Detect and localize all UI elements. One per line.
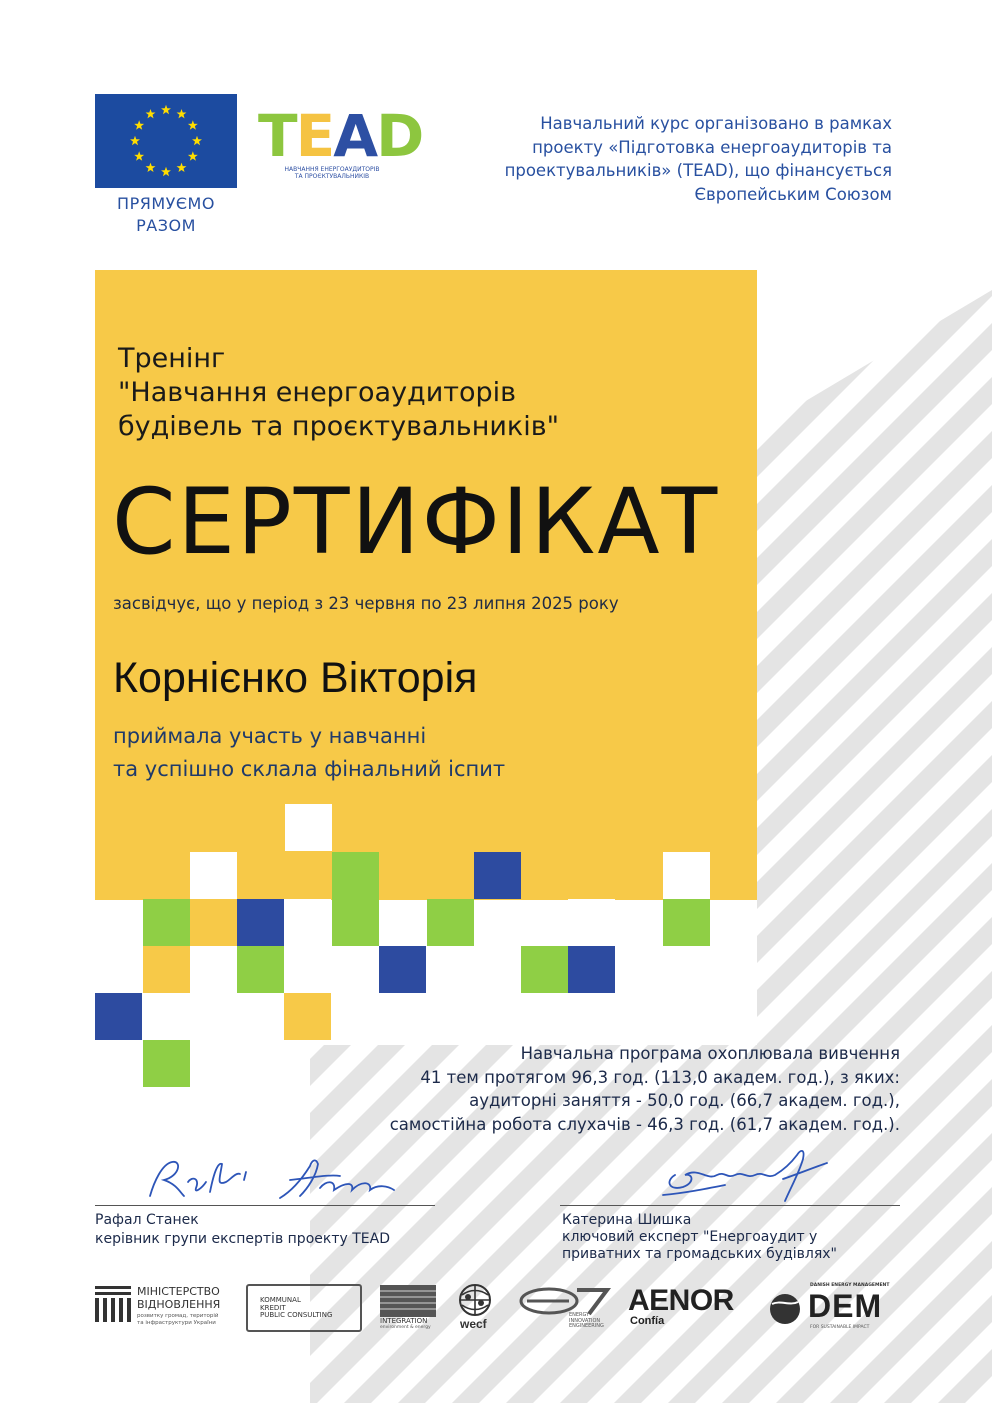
eu-star-icon — [134, 120, 144, 129]
achievement-line: та успішно склала фінальний іспит — [113, 757, 506, 781]
e7-line: ENGINEERING — [569, 1323, 604, 1329]
dem-globe-icon — [768, 1292, 802, 1326]
eu-caption-line: ПРЯМУЄМО — [117, 194, 215, 213]
tead-logo — [258, 102, 423, 184]
aenor-wordmark: AENOR — [628, 1284, 734, 1317]
eu-star-icon — [188, 151, 198, 160]
wecf-label: wecf — [460, 1317, 487, 1331]
achievement-line: приймала участь у навчанні — [113, 724, 427, 748]
signatory-name: Катерина Шишка — [562, 1212, 692, 1228]
mosaic-square — [332, 899, 379, 946]
eu-caption — [80, 193, 252, 237]
eu-star-icon — [146, 109, 156, 118]
eu-star-icon — [177, 163, 187, 172]
dem-wordmark: DEM — [808, 1288, 883, 1324]
signature-line — [560, 1205, 900, 1206]
kommunal-line: KOMMUNAL — [260, 1296, 301, 1304]
signatory-role: приватних та громадських будівлях" — [562, 1246, 837, 1262]
kommunal-line: KREDIT — [260, 1303, 286, 1312]
dem-logo — [768, 1283, 900, 1333]
mosaic-square — [143, 946, 190, 993]
mosaic-square — [379, 946, 426, 993]
mosaic-square — [474, 852, 521, 899]
eu-star-icon — [130, 136, 140, 145]
project-note-line: Європейським Союзом — [694, 184, 892, 204]
mosaic-square — [190, 899, 237, 946]
signatory-role: ключовий експерт "Енергоаудит у — [562, 1229, 818, 1245]
mosaic-square — [332, 852, 379, 899]
certificate-title: СЕРТИФІКАТ — [112, 470, 720, 575]
project-funding-note — [400, 112, 892, 206]
training-title-line: будівель та проєктувальників" — [118, 411, 560, 442]
mosaic-square — [663, 852, 710, 899]
training-label: Тренінг — [118, 343, 226, 374]
dem-tagline: FOR SUSTAINABLE IMPACT — [810, 1325, 870, 1330]
e7-emblem-icon — [519, 1286, 611, 1316]
eu-star-icon — [161, 105, 171, 114]
eu-star-icon — [188, 120, 198, 129]
eu-star-icon — [192, 136, 202, 145]
mosaic-square — [95, 993, 142, 1040]
integration-emblem-icon — [380, 1285, 436, 1317]
wecf-globe-icon — [456, 1283, 494, 1317]
dem-topline: DANISH ENERGY MANAGEMENT — [810, 1283, 890, 1288]
program-line: самостійна робота слухачів - 46,3 год. (61,7 академ. год.). — [389, 1114, 900, 1134]
mosaic-square — [284, 993, 331, 1040]
certificate-period: засвідчує, що у період з 23 червня по 23 липня 2025 року — [113, 594, 619, 613]
mosaic-square — [568, 946, 615, 993]
eu-caption-line: РАЗОМ — [136, 216, 196, 235]
eu-star-icon — [146, 163, 156, 172]
signature-line — [95, 1205, 435, 1206]
wecf-logo — [454, 1283, 498, 1333]
project-note-line: Навчальний курс організовано в рамках — [540, 114, 892, 133]
energy-innovation-logo — [519, 1283, 611, 1333]
eu-star-icon — [177, 109, 187, 118]
ministry-emblem-icon — [95, 1286, 131, 1326]
ministry-fine-line: та інфраструктури України — [137, 1319, 216, 1326]
eu-star-icon — [134, 151, 144, 160]
mosaic-square — [285, 804, 332, 851]
eu-stars-icon — [95, 94, 237, 188]
integration-logo — [378, 1283, 438, 1333]
mosaic-square — [143, 1040, 190, 1087]
eu-star-icon — [161, 167, 171, 176]
kommunal-line: PUBLIC CONSULTING — [260, 1311, 333, 1319]
signature-stanek — [140, 1152, 410, 1204]
tead-logo-subtitle — [262, 166, 402, 180]
mosaic-square — [237, 899, 284, 946]
mosaic-square — [190, 852, 237, 899]
program-line: аудиторні заняття - 50,0 год. (66,7 академ. год.), — [469, 1091, 900, 1110]
recipient-name: Корнієнко Вікторія — [113, 654, 478, 702]
signatory-name: Рафал Станек — [95, 1212, 199, 1228]
ministry-logo — [95, 1283, 235, 1333]
program-description — [300, 1042, 900, 1136]
mosaic-square — [237, 946, 284, 993]
mosaic-square — [284, 899, 331, 946]
mosaic-square — [521, 946, 568, 993]
mosaic-square — [568, 899, 615, 946]
project-note-line: проекту «Підготовка енергоаудиторів та — [532, 137, 892, 157]
program-line: 41 тем протягом 96,3 год. (113,0 академ. год.), з яких: — [420, 1067, 900, 1087]
project-note-line: проектувальників» (TEAD), що фінансується — [504, 161, 892, 180]
training-title-line: "Навчання енергоаудиторів — [118, 377, 517, 408]
kommunal-kredit-logo — [246, 1283, 362, 1333]
background-stripe — [0, 0, 46, 1403]
aenor-tagline: Confía — [630, 1315, 665, 1327]
signatory-role: керівник групи експертів проекту TEAD — [95, 1231, 390, 1247]
mosaic-square — [663, 899, 710, 946]
program-line: Навчальна програма охоплювала вивчення — [520, 1044, 900, 1063]
integration-tagline: environment & energy — [380, 1325, 431, 1330]
e7-line: INNOVATION — [569, 1317, 601, 1324]
tead-subtitle-line: НАВЧАННЯ ЕНЕРГОАУДИТОРІВ — [284, 166, 380, 173]
eu-flag-logo — [95, 94, 237, 188]
e7-line: ENERGY — [569, 1312, 590, 1318]
mosaic-square — [427, 899, 474, 946]
ministry-fine-line: розвитку громад, територій — [137, 1313, 219, 1319]
aenor-logo — [628, 1283, 754, 1333]
integration-name: INTEGRATION — [380, 1317, 428, 1325]
tead-logo-letters: TEAD — [258, 102, 423, 170]
signature-shyshka — [655, 1145, 835, 1205]
ministry-name-line: ВІДНОВЛЕННЯ — [137, 1298, 221, 1311]
mosaic-square — [143, 899, 190, 946]
ministry-name-line: МІНІСТЕРСТВО — [137, 1285, 220, 1298]
tead-subtitle-line: ТА ПРОЄКТУВАЛЬНИКІВ — [294, 173, 370, 180]
